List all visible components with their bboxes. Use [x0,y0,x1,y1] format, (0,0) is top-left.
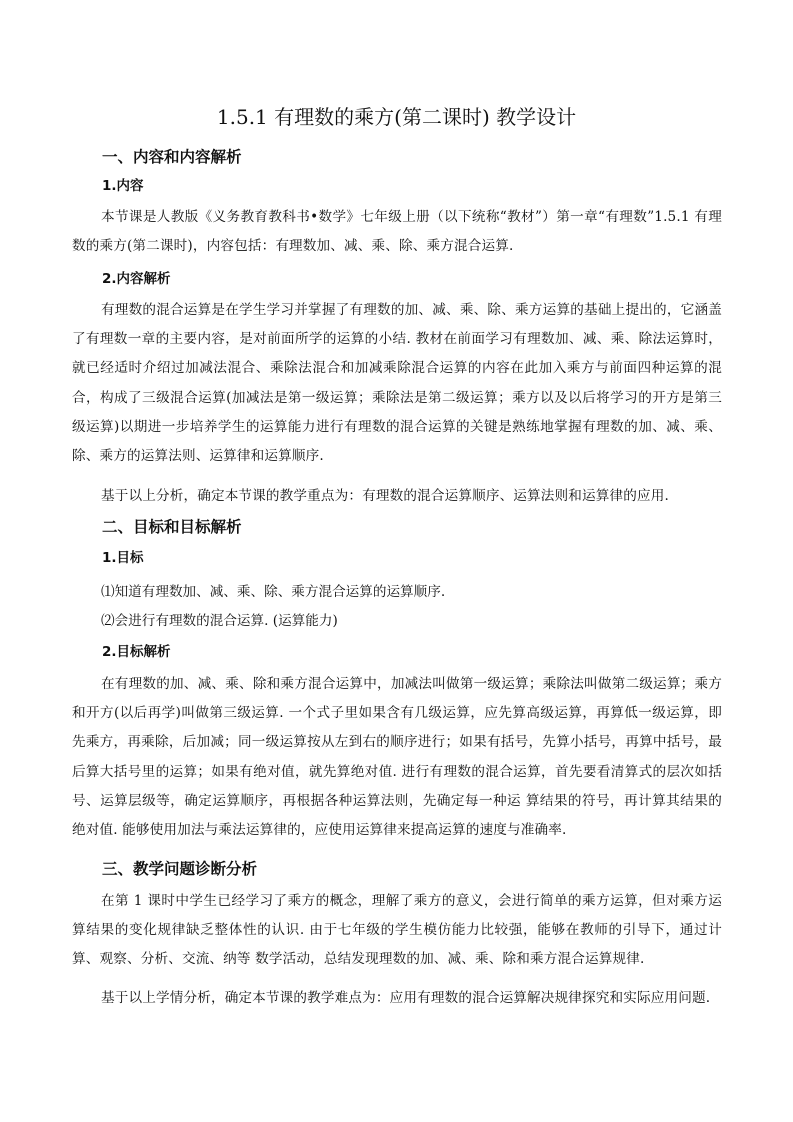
paragraph-difficulty: 基于以上学情分析，确定本节课的教学难点为：应用有理数的混合运算解决规律探究和实际应用问题. [101,990,711,1006]
subsection-heading-goals: 1.目标 [102,550,144,566]
document-title: 1.5.1 有理数的乘方(第二课时) 教学设计 [216,105,577,129]
goal-item-2: ⑵会进行有理数的混合运算. (运算能力) [101,613,338,629]
subsection-heading-content-analysis: 2.内容解析 [102,271,171,287]
paragraph-content-analysis: 有理数的混合运算是在学生学习并掌握了有理数的加、减、乘、除、乘方运算的基础上提出的，它涵盖了有理数一章的主要内容，是对前面所学的运算的小结. 教材在前面学习有理数加、减、乘、除法运算时，就已经适时介绍过加减法混合、乘除法混合和加减乘除混合运算的内容在此加入乘方与前面四种运算的混合，构成了三级混合运算(加减法是第一级运算；乘除法是第二级运算；乘方以及以后将学习的开方是第三级运算)以期进一步培养学生的运算能力进行有理数的混合运算的关键是熟练地掌握有理数的加、减、乘、除、乘方的运算法则、运算律和运算顺序. [72,302,722,465]
paragraph-key-points: 基于以上分析，确定本节课的教学重点为：有理数的混合运算顺序、运算法则和运算律的应用. [101,488,669,504]
section-heading-content: 一、内容和内容解析 [102,148,242,166]
section-heading-diagnosis: 三、教学问题诊断分析 [102,860,258,878]
paragraph-goals-analysis: 在有理数的加、减、乘、除和乘方混合运算中，加减法叫做第一级运算；乘除法叫做第二级运算；乘方和开方(以后再学)叫做第三级运算. 一个式子里如果含有几级运算，应先算高级运算，再算低一级运算，即先乘方，再乘除，后加减；同一级运算按从左到右的顺序进行；如果有括号，先算小括号，再算中括号，最后算大括号里的运算；如果有绝对值，就先算绝对值. 进行有理数的混合运算，首先要看清算式的层次如括号、运算层级等，确定运算顺序，再根据各种运算法则，先确定每一种运 算结果的符号，再计算其结果的绝对值. 能够使用加法与乘法运算律的，应使用运算律来提高运算的速度与准确率. [72,676,722,839]
paragraph-content: 本节课是人教版《义务教育教科书•数学》七年级上册（以下统称“教材”）第一章“有理数”1.5.1 有理数的乘方(第二课时)，内容包括：有理数加、减、乘、除、乘方混合运算. [72,209,722,255]
goal-item-1: ⑴知道有理数加、减、乘、除、乘方混合运算的运算顺序. [101,584,446,600]
subsection-heading-content: 1.内容 [102,178,144,194]
subsection-heading-goals-analysis: 2.目标解析 [102,644,171,660]
section-heading-goals: 二、目标和目标解析 [102,518,242,536]
paragraph-diagnosis: 在第 1 课时中学生已经学习了乘方的概念，理解了乘方的意义，会进行简单的乘方运算，但对乘方运算结果的变化规律缺乏整体性的认识. 由于七年级的学生模仿能力比较强，能够在教师的引导下，通过计算、观察、分析、交流、纳等 数学活动，总结发现理数的加、减、乘、除和乘方混合运算规律. [72,893,722,968]
